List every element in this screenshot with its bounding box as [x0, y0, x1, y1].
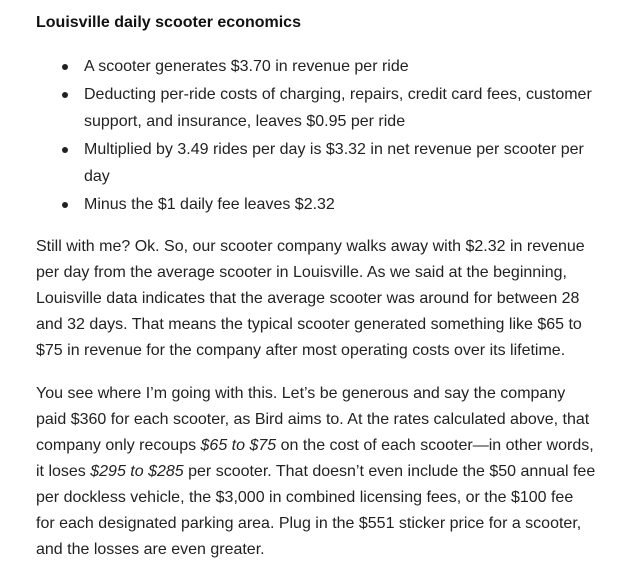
paragraph-text: You see where I’m going with this. Let’s be generous and say the company paid $360 for each scooter, as Bird aims to. At the rates calculated above, that company only recoups [36, 385, 590, 454]
bullet-dot-icon [62, 92, 68, 98]
bullet-text: A scooter generates $3.70 in revenue per ride [84, 58, 409, 75]
bullet-dot-icon [62, 64, 68, 70]
economics-bullet-list [36, 53, 596, 219]
bullet-item [36, 136, 596, 190]
bullet-item [36, 81, 596, 135]
bullet-dot-icon [62, 202, 68, 208]
bullet-text: Deducting per-ride costs of charging, repairs, credit card fees, customer support, and insurance, leaves $0.95 per ride [84, 86, 592, 130]
bullet-text: Multiplied by 3.49 rides per day is $3.32 in net revenue per scooter per day [84, 141, 584, 185]
paragraph-revenue-summary: Still with me? Ok. So, our scooter company walks away with $2.32 in revenue per day from the average scooter in Louisville. As we said at the beginning, Louisville data indicates that the average scooter was around for between 28 and 32 days. That means the typical scooter generated something like $65 to $75 in revenue for the company after most operating costs over its lifetime. [36, 238, 585, 359]
bullet-dot-icon [62, 147, 68, 153]
paragraph-text: on the cost of each scooter—in other words, it loses [36, 437, 594, 480]
section-heading: Louisville daily scooter economics [36, 14, 301, 31]
bullet-item [36, 53, 596, 80]
emphasis-loss-range: $295 to $285 [90, 463, 184, 480]
paragraph-losses [36, 381, 596, 563]
bullet-item [36, 191, 596, 218]
paragraph-text: per scooter. That doesn’t even include the $50 annual fee per dockless vehicle, the $3,000 in combined licensing fees, or the $100 fee for each designated parking area. Plug in the $551 sticker price for a scooter, and the losses are even greater. [36, 463, 596, 558]
emphasis-recoup-range: $65 to $75 [200, 437, 277, 454]
bullet-text: Minus the $1 daily fee leaves $2.32 [84, 196, 335, 213]
